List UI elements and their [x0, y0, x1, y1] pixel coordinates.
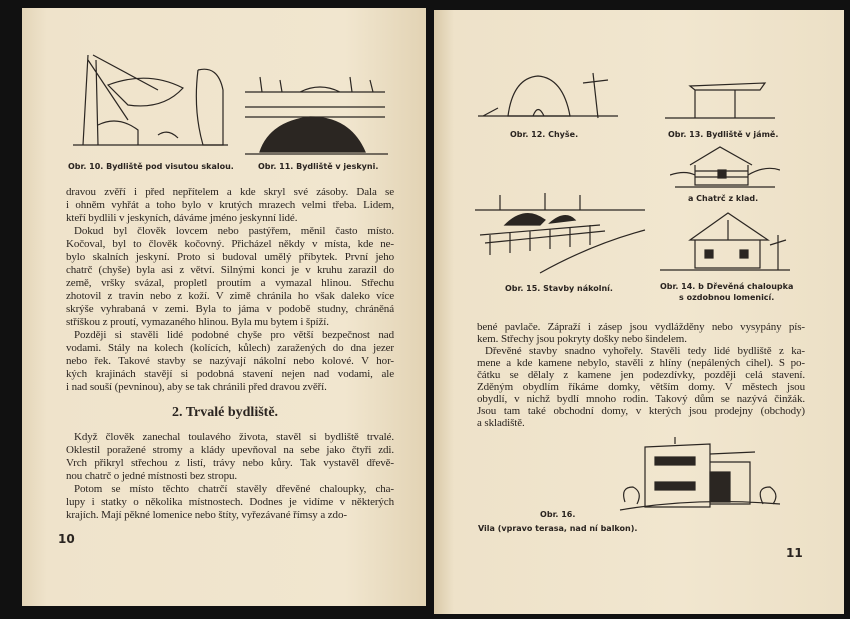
text-line: nou chatrč o jedné místnosti bez stropu.: [66, 470, 238, 482]
figure-caption: Obr. 10. Bydliště pod visutou skalou.: [68, 162, 234, 171]
text-line: Oklestil poražené stromy a klády upevňoval na sebe jako čtyři zdi.: [66, 444, 394, 456]
figure-caption: Obr. 11. Bydliště v jeskyni.: [258, 162, 379, 171]
page-number: 10: [58, 532, 75, 546]
right-body-text: [477, 321, 805, 429]
left-body-text-2: [66, 431, 394, 522]
caption-line: Obr. 16.: [540, 510, 576, 519]
text-line: bylo skalních jeskyní. Proto si budoval umělý příbytek. První jeho: [66, 251, 394, 263]
caption-line: Obr. 14. b Dřevěná chaloupka: [660, 282, 794, 291]
left-body-text: [66, 186, 394, 394]
text-line: Dřevěné stavby snadno vyhořely. Stavěli tedy lidé bydliště z ka-: [485, 345, 805, 357]
text-line: Vrch přikryl střechou z listí, trávy nebo kůry. Tak vystavěl dřevě-: [66, 457, 394, 469]
text-line: kých krajinách stavějí si podobná stavení nejen nad vodami, ale: [66, 368, 394, 380]
text-line: Kočoval, byl to člověk kočovný. Přicházel někdy v místa, kde ne-: [66, 238, 394, 250]
text-line: zhotovil z travin nebo z koží. V zimě chránila ho však daleko více: [66, 290, 394, 302]
figure-caption: [478, 508, 637, 536]
text-line: kteří bydlili v jeskyních, dáváme jméno jeskynní lidé.: [66, 212, 298, 224]
text-line: Jsou tam také obchodní domy, v kterých jsou prodejny (obchody): [477, 405, 805, 417]
illustration-pile-dwellings: [470, 175, 650, 275]
text-line: stříškou z proutí, vymazaného hlinou. Byla mu bytem i špíží.: [66, 316, 329, 328]
text-line: chatrč (chyše) byla asi z větví. Silnými konci je v kruhu zarazil do: [66, 264, 394, 276]
text-line: dravou zvěří i před nepřítelem a kde skryl své zásoby. Dala se: [66, 186, 394, 198]
text-line: lupy i statky o několika místnostech. Dodnes je vidíme v některých: [66, 496, 394, 508]
figure-caption: [660, 281, 793, 303]
text-line: vodami. Stály na kolech (kolících, kůlech) zaražených do dna jezer: [66, 342, 394, 354]
text-line: Zděným obydlím říkáme domky, větším domy. V městech jsou: [477, 381, 805, 393]
illustration-pit-dwelling: [665, 78, 775, 123]
caption-line: Vila (vpravo terasa, nad ní balkon).: [478, 524, 638, 533]
section-heading: 2. Trvalé bydliště.: [172, 405, 279, 420]
caption-line: s ozdobnou lomenicí.: [679, 293, 775, 302]
text-line: mene a kde kamene nebylo, stavěli z hlíny (nepálených cihel). S po-: [477, 357, 805, 369]
figure-caption: a Chatrč z klad.: [688, 194, 759, 203]
text-line: Když člověk zanechal toulavého života, stavěl si bydliště trvalé.: [74, 431, 394, 443]
illustration-wooden-cottage: [660, 210, 790, 275]
text-line: Dokud byl člověk lovcem nebo pastýřem, měnil často místo.: [74, 225, 394, 237]
illustration-overhanging-rock: [68, 50, 228, 150]
illustration-hut: [478, 68, 618, 123]
text-line: skrýše vyhrabaná v zemi. Byla to jáma v podobě studny, chráněná: [66, 303, 394, 315]
text-line: čátku se dělaly z kamene jen podezdívky, později celá stavení.: [477, 369, 805, 381]
illustration-cave: [240, 72, 390, 157]
text-line: i nad souší (pevninou), aby se tak chránili před dravou zvěří.: [66, 381, 327, 393]
text-line: kem. Střechy jsou pokryty došky nebo šindelem.: [477, 333, 687, 345]
page-number: 11: [786, 546, 803, 560]
illustration-villa: [615, 432, 785, 512]
figure-caption: Obr. 12. Chyše.: [510, 130, 579, 139]
text-line: Potom se místo těchto chatrčí stavěly dřevěné chaloupky, cha-: [74, 483, 394, 495]
text-line: bené pavlače. Zápraží i zásep jsou vydlážděny nebo vysypány pís-: [477, 321, 805, 333]
text-line: nebo řek. Takové stavby se nazývají nákolní nebo kolové. V hor-: [66, 355, 394, 367]
text-line: obydlí, v nichž bydlí mnoho rodin. Takový dům se nazývá činžák.: [477, 393, 805, 405]
text-line: i ohněm vyhřát a toho bylo v krutých mrazech velmi třeba. Lidem,: [66, 199, 394, 211]
figure-caption: Obr. 13. Bydliště v jámě.: [668, 130, 779, 139]
illustration-log-cabin: [670, 145, 780, 190]
text-line: země, vršky svázal, propletl proutím a vymazal hlinou. Střechu: [66, 277, 394, 289]
text-line: a skladiště.: [477, 417, 525, 429]
figure-caption: Obr. 15. Stavby nákolní.: [505, 284, 613, 293]
text-line: Později si stavěli lidé podobné chyše pro větší bezpečnost nad: [74, 329, 394, 341]
text-line: krajích. Mají pěkné lomenice nebo štíty, vyřezávané římsy a zdo-: [66, 509, 347, 521]
